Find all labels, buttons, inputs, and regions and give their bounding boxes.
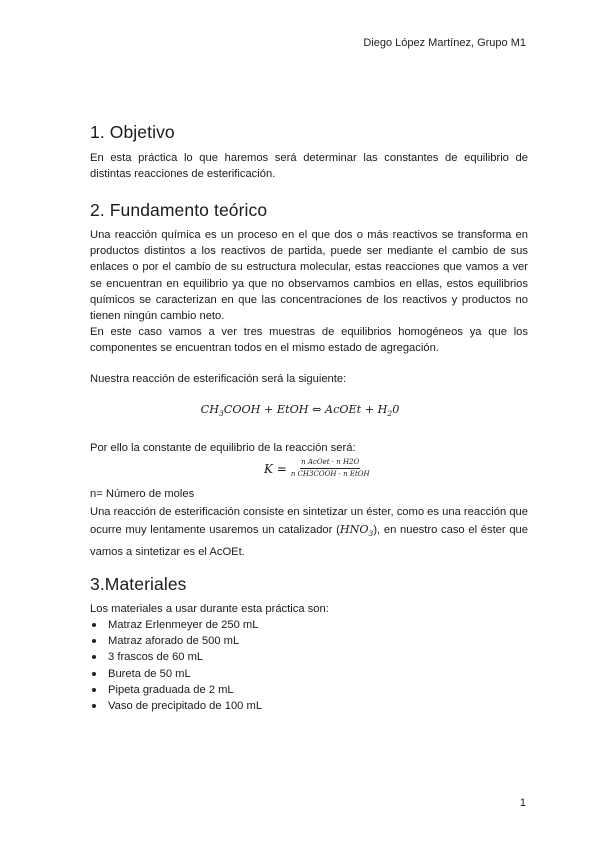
- equilibrium-constant-formula: [264, 458, 370, 479]
- constant-intro: Por ello la constante de equilibrio de la reacción será:: [90, 442, 356, 454]
- page-header-author: Diego López Martínez, Grupo M1: [363, 37, 526, 49]
- section-fundamento-para3: Una reacción de esterificación consiste en sintetizar un éster, como es una reacción que ocurre muy lentamente usaremos un catalizador $(HNO_3)$, en nuestro caso el éster que vamos a sintetizar es el AcOEt.: [90, 506, 528, 559]
- constant-lhs: K =: [264, 461, 287, 476]
- section-materiales-title: 3.Materiales: [90, 574, 187, 594]
- list-item: Vaso de precipitado de 100 mL: [90, 698, 262, 714]
- section-objetivo-text: En esta práctica lo que haremos será determinar las constantes de equilibrio de distintas reacciones de esterificación.: [90, 152, 528, 181]
- list-item: Matraz aforado de 500 mL: [90, 633, 262, 649]
- bullet-icon: [92, 623, 96, 627]
- list-item: Bureta de 50 mL: [90, 666, 262, 682]
- list-item: Pipeta graduada de 2 mL: [90, 682, 262, 698]
- section-fundamento-para1: Una reacción química es un proceso en el que dos o más reactivos se transforma en productos distintos a los reactivos de partida, puede ser mediante el cambio de sus enlaces o por el cambio de su estructura molecular, estas reacciones que vamos a ver se encuentran en equilibrio ya que no observamos cambios en ellas, estos equilibrios químicos se caracterizan en que las concentraciones de los reactivos y productos no tienen ningún cambio neto.: [90, 229, 528, 323]
- equation-intro: Nuestra reacción de esterificación será la siguiente:: [90, 373, 347, 385]
- bullet-icon: [92, 672, 96, 676]
- materiales-intro: Los materiales a usar durante esta práctica son:: [90, 603, 329, 615]
- list-item: 3 frascos de 60 mL: [90, 649, 262, 665]
- catalyst-formula: $HNO_3$: [339, 523, 374, 539]
- bullet-icon: [92, 688, 96, 692]
- n-definition: n= Número de moles: [90, 488, 195, 500]
- section-fundamento-title: 2. Fundamento teórico: [90, 200, 268, 220]
- bullet-icon: [92, 655, 96, 659]
- esterification-equation: $CH_3COOH$ + EtOH ⇔ AcOEt + $H_20$: [200, 403, 400, 419]
- bullet-icon: [92, 704, 96, 708]
- list-item: Matraz Erlenmeyer de 250 mL: [90, 617, 262, 633]
- page-number: 1: [519, 797, 526, 809]
- section-fundamento-para2: En este caso vamos a ver tres muestras de equilibrios homogéneos ya que los componentes se encuentran todos en el mismo estado de agregación.: [90, 326, 528, 355]
- constant-denominator: n CH3COOH · n EtOH: [290, 470, 370, 478]
- fraction-bar: [300, 468, 360, 469]
- materials-list: [90, 617, 262, 714]
- constant-numerator: n AcOet · n H2O: [301, 458, 360, 466]
- section-objetivo-title: 1. Objetivo: [90, 122, 175, 142]
- bullet-icon: [92, 639, 96, 643]
